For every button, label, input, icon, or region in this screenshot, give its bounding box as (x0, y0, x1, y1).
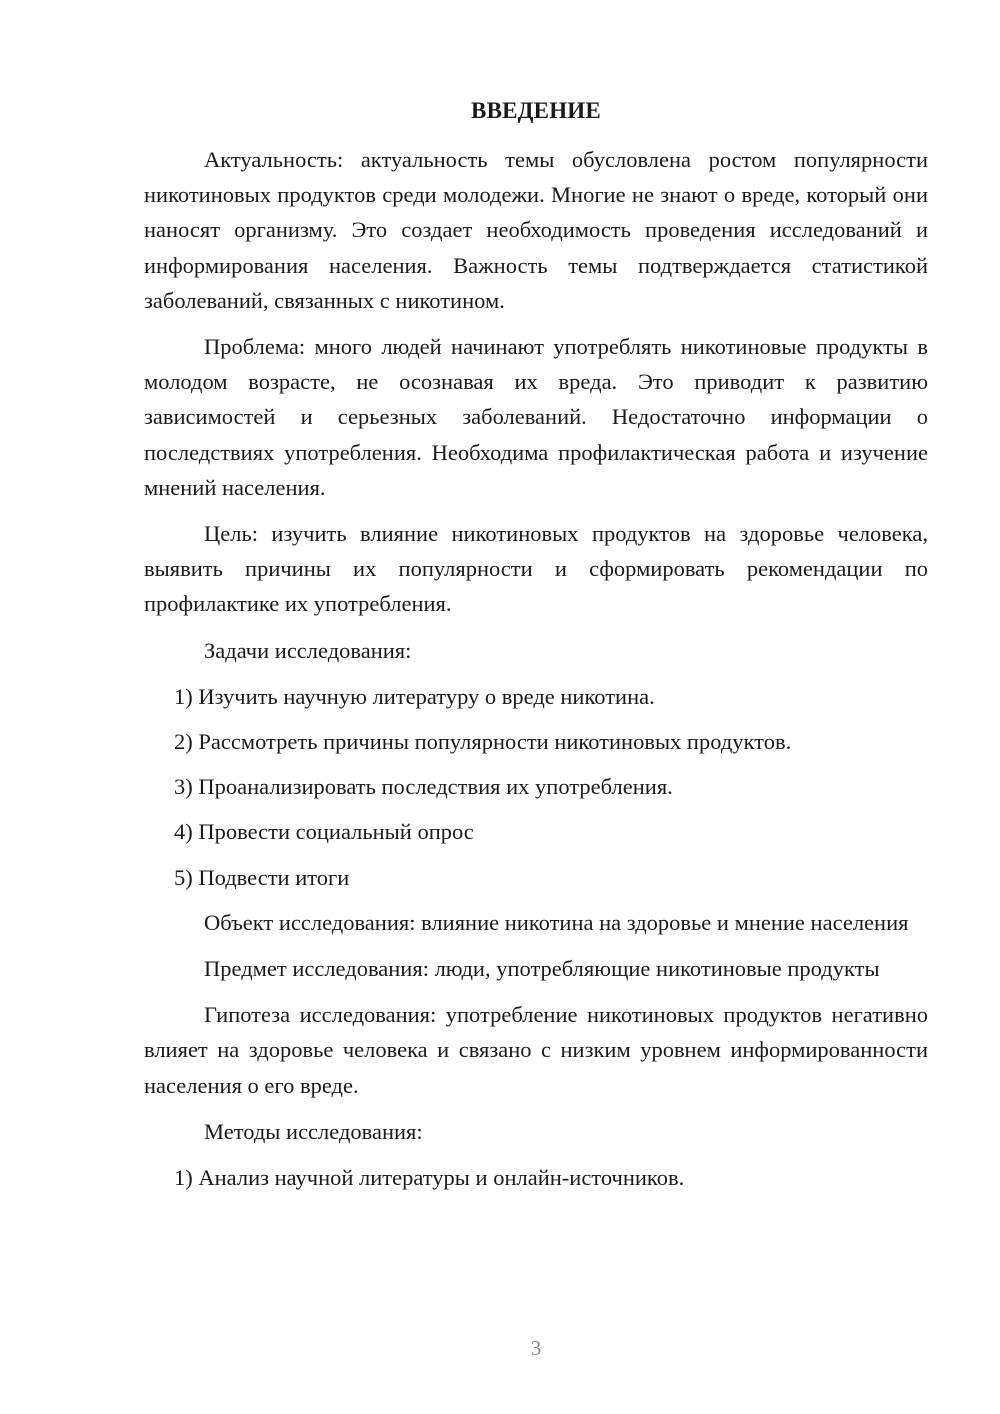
task-item: 4) Провести социальный опрос (174, 819, 474, 845)
hypothesis-paragraph: Гипотеза исследования: употребление никотиновых продуктов негативно влияет на здоровье человека и связано с низким уровнем информированности населения о его вреде. (144, 1002, 928, 1098)
subject-paragraph: Предмет исследования: люди, употребляющие никотиновые продукты (204, 956, 880, 982)
task-item: 2) Рассмотреть причины популярности никотиновых продуктов. (174, 729, 792, 755)
task-item: 1) Изучить научную литературу о вреде никотина. (174, 683, 655, 709)
page-number: 3 (530, 1336, 542, 1360)
task-item: 3) Проанализировать последствия их употребления. (174, 774, 673, 800)
problem-paragraph: Проблема: много людей начинают употреблять никотиновые продукты в молодом возрасте, не осознавая их вреда. Это приводит к развитию зависимостей и серьезных заболеваний. Недостаточно информации о последствиях употребления. Необходима профилактическая работа и изучение мнений населения. (144, 334, 928, 500)
section-title: ВВЕДЕНИЕ (471, 98, 601, 123)
method-item: 1) Анализ научной литературы и онлайн-источников. (174, 1165, 685, 1191)
object-paragraph: Объект исследования: влияние никотина на здоровье и мнение населения (204, 909, 909, 935)
tasks-heading: Задачи исследования: (204, 637, 412, 663)
methods-heading: Методы исследования: (204, 1118, 423, 1144)
document-body (144, 142, 928, 1205)
relevance-paragraph: Актуальность: актуальность темы обусловлена ростом популярности никотиновых продуктов среди молодежи. Многие не знают о вреде, который они наносят организму. Это создает необходимость проведения исследований и информирования населения. Важность темы подтверждается статистикой заболеваний, связанных с никотином. (144, 147, 928, 313)
goal-paragraph: Цель: изучить влияние никотиновых продуктов на здоровье человека, выявить причины их популярности и сформировать рекомендации по профилактике их употребления. (144, 521, 928, 617)
task-item: 5) Подвести итоги (174, 864, 350, 890)
